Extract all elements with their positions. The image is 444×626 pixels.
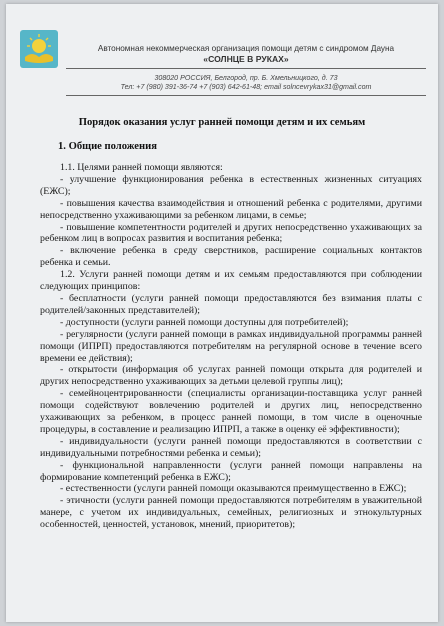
paragraph: - включение ребенка в среду сверстников, расширение социальных контактов ребенка и семьи. bbox=[40, 245, 422, 269]
paragraph: - функциональной направленности (услуги ранней помощи направлены на формирование компетенций ребенка в ЕЖС); bbox=[40, 459, 422, 483]
sun-hands-icon bbox=[20, 30, 58, 68]
organization-address-block bbox=[66, 74, 426, 92]
paragraph: - открытости (информация об услугах ранней помощи открыта для родителей и других непосредственно ухаживающих за детьми целевой группы лиц); bbox=[40, 364, 422, 388]
paragraph: - доступности (услуги ранней помощи доступны для потребителей); bbox=[60, 316, 349, 328]
paragraph: - улучшение функционирования ребенка в естественных жизненных ситуациях (ЕЖС); bbox=[40, 173, 422, 197]
paragraph: - этичности (услуги ранней помощи предоставляются потребителям в уважительной манере, с учетом их индивидуальных, семейных, религиозных и этнокультурных особенностей, ценностей, установок, мнений, приоритетов); bbox=[40, 495, 422, 531]
organization-title: «СОЛНЦЕ В РУКАХ» bbox=[203, 54, 289, 64]
paragraph: - повышение компетентности родителей и других непосредственно ухаживающих за ребенком лиц в вопросах развития и воспитания ребенка; bbox=[40, 221, 422, 245]
organization-type: Автономная некоммерческая организация помощи детям с синдромом Дауна bbox=[97, 44, 395, 53]
document-body bbox=[40, 162, 422, 531]
postal-address: 308020 РОССИЯ, Белгород, пр. Б. Хмельницкого, д. 73 bbox=[154, 74, 338, 82]
organization-logo bbox=[20, 30, 58, 68]
paragraph: - естественности (услуги ранней помощи оказываются преимущественно в ЕЖС); bbox=[60, 483, 407, 495]
document-title: Порядок оказания услуг ранней помощи детям и их семьям bbox=[78, 117, 366, 128]
paragraph: - семейноцентрированности (специалисты организации-поставщика услуг ранней помощи содействуют вовлечению родителей и других лиц, непосредственно ухаживающих за ребенком, в процесс ранней помощи, в том числе в оценочные процедуры, в составление и реализацию ИПРП, а также в оценку её эффективности); bbox=[40, 388, 422, 435]
paragraph: - индивидуальности (услуги ранней помощи предоставляются в соответствии с индивидуальными потребностями ребенка и семьи); bbox=[40, 435, 422, 459]
paragraph: - повышения качества взаимодействия и отношений ребенка с родителями, другими непосредственно ухаживающими за ребенком лицами, в семье; bbox=[40, 197, 422, 221]
paragraph: 1.2. Услуги ранней помощи детям и их семьям предоставляются при соблюдении следующих принципов: bbox=[40, 269, 422, 293]
contact-info: Тел: +7 (980) 391-36-74 +7 (903) 642-61-48; email solncevrykax31@gmail.com bbox=[120, 83, 372, 91]
organization-name bbox=[66, 44, 426, 65]
section-heading: 1. Общие положения bbox=[58, 141, 157, 152]
paragraph: 1.1. Целями ранней помощи являются: bbox=[60, 162, 223, 173]
header-divider-bottom bbox=[66, 95, 426, 96]
paragraph: - бесплатности (услуги ранней помощи предоставляются без взимания платы с родителей/законных представителей); bbox=[40, 292, 422, 316]
header-divider bbox=[66, 68, 426, 69]
paragraph: - регулярности (услуги ранней помощи в рамках индивидуальной программы ранней помощи (ИПРП) предоставляются потребителям на регулярной основе в течение всего времени ее действия); bbox=[40, 328, 422, 364]
document-page bbox=[6, 4, 438, 622]
